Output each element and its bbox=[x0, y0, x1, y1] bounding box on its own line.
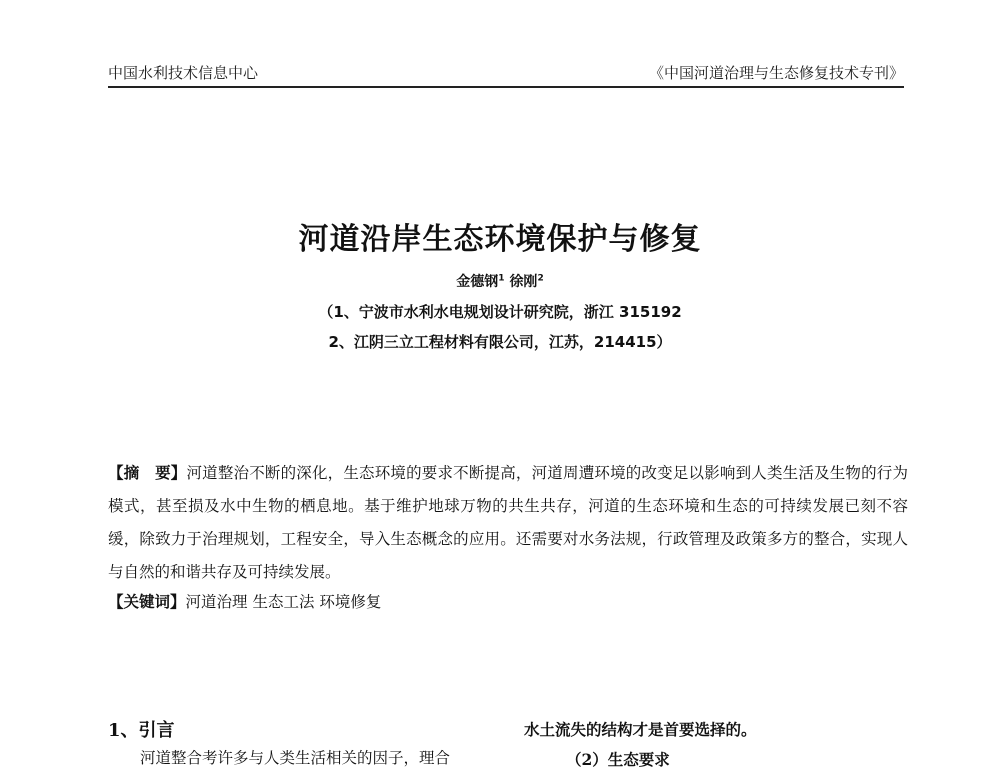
author-list bbox=[0, 271, 1000, 291]
running-header-right: 《中国河道治理与生态修复技术专刊》 bbox=[648, 64, 904, 82]
right-column-text: 水土流失的结构才是首要选择的。 bbox=[524, 720, 757, 739]
author-name: 金德钢 bbox=[456, 274, 499, 290]
subsection-heading: （2）生态要求 bbox=[566, 750, 670, 769]
abstract-label: 【摘 要】 bbox=[108, 463, 187, 482]
abstract bbox=[108, 456, 908, 589]
running-header-left: 中国水利技术信息中心 bbox=[108, 64, 259, 82]
section-heading: 1、引言 bbox=[108, 720, 175, 741]
affiliation-2: 2、江阴三立工程材料有限公司，江苏，214415） bbox=[328, 333, 672, 351]
header-rule bbox=[108, 86, 904, 88]
author-name: 徐刚 bbox=[509, 274, 538, 290]
author-affil-mark: 2 bbox=[537, 273, 544, 284]
paper-title: 河道沿岸生态环境保护与修复 bbox=[298, 222, 702, 257]
keywords bbox=[108, 590, 381, 612]
affiliation-1: （1、宁波市水利水电规划设计研究院，浙江 315192 bbox=[318, 303, 682, 321]
left-column-text: 河道整合考许多与人类生活相关的因子，理合 bbox=[140, 749, 451, 767]
abstract-text: 河道整治不断的深化，生态环境的要求不断提高，河道周遭环境的改变足以影响到人类生活及生物的行为模式，甚至损及水中生物的栖息地。基于维护地球万物的共生共存，河道的生态环境和生态的可持续发展已刻不容缓，除致力于治理规划，工程安全，导入生态概念的应用。还需要对水务法规，行政管理及政策多方的整合，实现人与自然的和谐共存及可持续发展。 bbox=[108, 464, 908, 581]
keywords-text: 河道治理 生态工法 环境修复 bbox=[185, 593, 382, 611]
author-affil-mark: 1 bbox=[498, 273, 505, 284]
keywords-label: 【关键词】 bbox=[108, 592, 186, 611]
